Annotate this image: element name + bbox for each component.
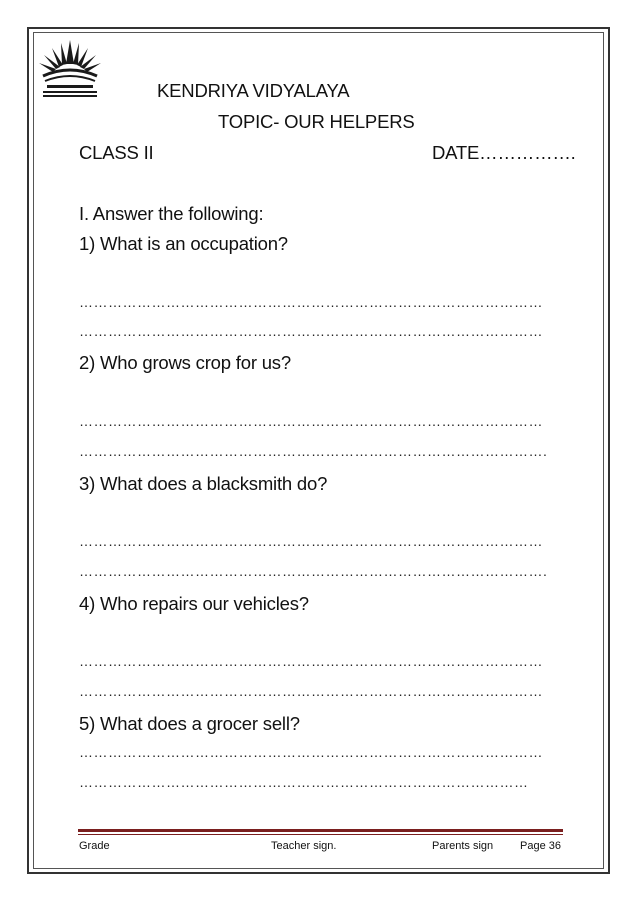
- school-name: KENDRIYA VIDYALAYA: [157, 80, 350, 101]
- question-4: 4) Who repairs our vehicles?: [79, 593, 309, 614]
- section-title: I. Answer the following:: [79, 203, 264, 224]
- page-number: Page 36: [520, 840, 561, 852]
- question-3: 3) What does a blacksmith do?: [79, 473, 328, 494]
- question-5: 5) What does a grocer sell?: [79, 713, 300, 734]
- answer-line: ……………………………………………………………………………………: [79, 683, 543, 699]
- answer-line: …………………………………………………………………………………….: [79, 563, 548, 579]
- topic-title: TOPIC- OUR HELPERS: [218, 111, 415, 132]
- answer-line: …………………………………………………………………………………….: [79, 443, 548, 459]
- answer-line: ……………………………………………………………………………………: [79, 653, 543, 669]
- answer-line: ……………………………………………………………………………………: [79, 294, 543, 310]
- class-label: CLASS II: [79, 142, 154, 163]
- question-2: 2) Who grows crop for us?: [79, 352, 291, 373]
- answer-line: ……………………………………………………………………………………: [79, 744, 543, 760]
- date-field: DATE…………….: [432, 142, 576, 163]
- answer-line: ……………………………………………………………………………………: [79, 323, 543, 339]
- footer-teacher-sign: Teacher sign.: [271, 840, 337, 852]
- answer-line: ……………………………………………………………………………………: [79, 413, 543, 429]
- question-1: 1) What is an occupation?: [79, 233, 288, 254]
- answer-line: ……………………………………………………………………………………: [79, 533, 543, 549]
- footer-parents-sign: Parents sign: [432, 840, 494, 852]
- footer-rule-thin: [78, 834, 563, 835]
- footer-rule: [78, 829, 563, 832]
- school-logo: [33, 34, 107, 100]
- answer-line: …………………………………………………………………………………: [79, 774, 529, 790]
- footer-grade: Grade: [79, 840, 110, 852]
